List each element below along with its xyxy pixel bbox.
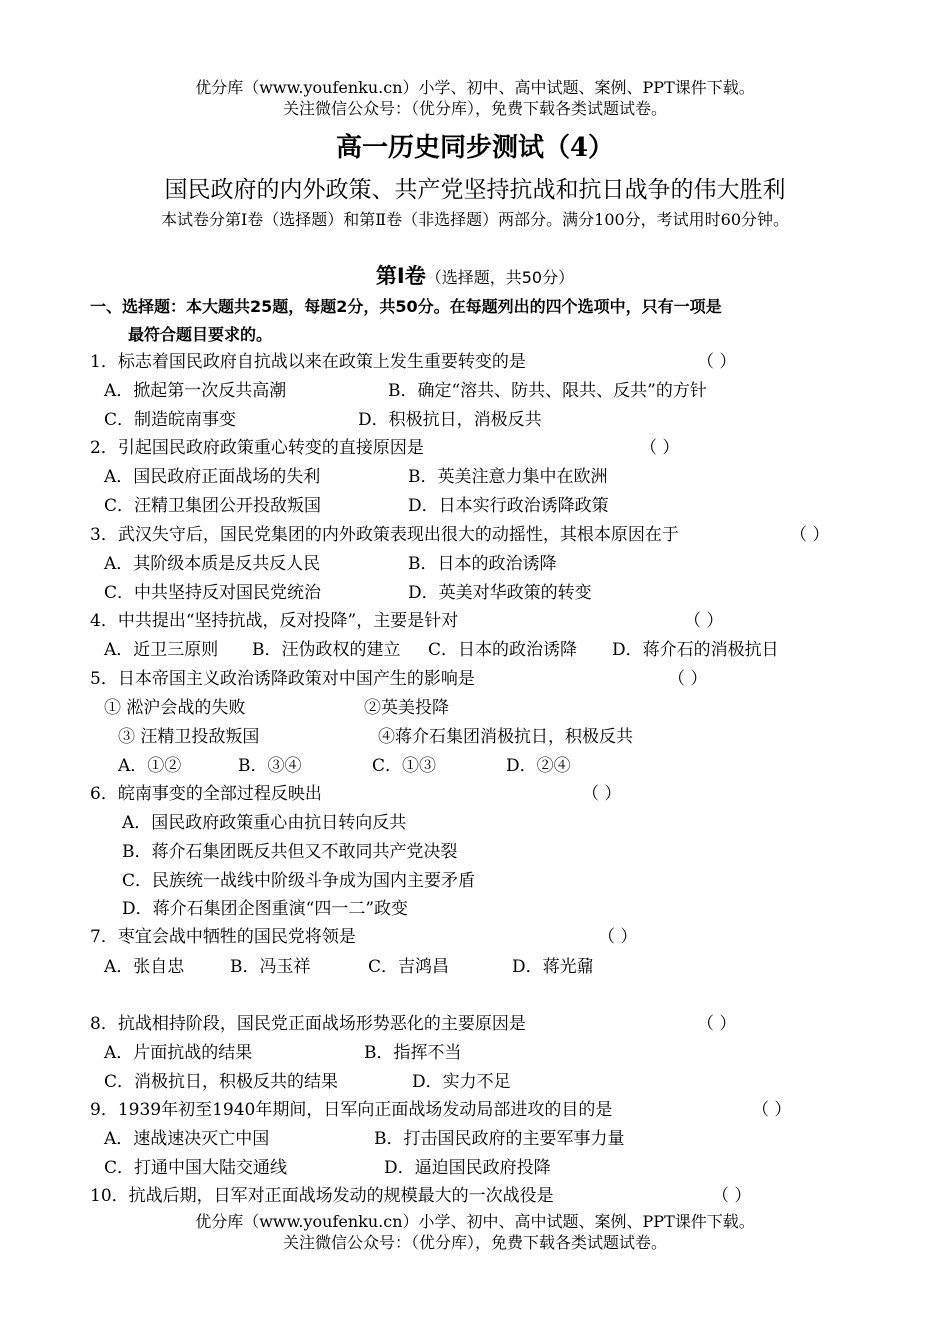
footer-line-1: 优分库（www.youfenku.cn）小学、初中、高中试题、案例、PPT课件下载。 — [195, 1212, 755, 1231]
question-2-option-d: D．日本实行政治诱降政策 — [408, 496, 609, 516]
question-6-option-a: A．国民政府政策重心由抗日转向反共 — [122, 813, 407, 833]
question-4-stem: 4．中共提出“坚持抗战，反对投降”，主要是针对 — [90, 611, 459, 631]
question-3-option-a: A．其阶级本质是反共反人民 — [104, 554, 321, 574]
page-title: 高一历史同步测试（4） — [335, 133, 615, 163]
section-name: 第Ⅰ卷 — [375, 264, 426, 288]
footer-line-2: 关注微信公众号：（优分库），免费下载各类试题试卷。 — [282, 1233, 667, 1252]
question-5-statement-1: ① 淞沪会战的失败 — [104, 698, 246, 718]
question-5-option-d: D．②④ — [506, 756, 571, 776]
question-2-option-a: A．国民政府正面战场的失利 — [104, 467, 321, 487]
question-7-option-c: C．吉鸿昌 — [368, 957, 450, 977]
question-9-option-d: D．逼迫国民政府投降 — [384, 1158, 551, 1178]
question-5-statement-2: ②英美投降 — [364, 698, 449, 718]
question-2-answer-bracket: （ ） — [640, 438, 680, 458]
question-7-option-b: B．冯玉祥 — [230, 957, 311, 977]
question-1-option-d: D．积极抗日，消极反共 — [358, 410, 542, 430]
instruction-line-1: 一、选择题：本大题共25题，每题2分，共50分。在每题列出的四个选项中，只有一项是 — [90, 297, 722, 316]
question-2-option-b: B．英美注意力集中在欧洲 — [408, 467, 608, 487]
question-3-answer-bracket: （ ） — [790, 525, 830, 545]
question-9-option-b: B．打击国民政府的主要军事力量 — [374, 1129, 625, 1149]
question-9-option-c: C．打通中国大陆交通线 — [104, 1158, 288, 1178]
question-1-option-c: C．制造皖南事变 — [104, 410, 237, 430]
question-9-stem: 9．1939年初至1940年期间，日军向正面战场发动局部进攻的目的是 — [90, 1100, 613, 1120]
question-8-option-c: C．消极抗日，积极反共的结果 — [104, 1072, 339, 1092]
question-7-option-d: D．蒋光鼐 — [512, 957, 594, 977]
question-5-statement-4: ④蒋介石集团消极抗日，积极反共 — [378, 727, 633, 747]
question-8-option-a: A．片面抗战的结果 — [104, 1043, 253, 1063]
question-8-option-d: D．实力不足 — [412, 1072, 511, 1092]
question-1-option-a: A．掀起第一次反共高潮 — [104, 381, 287, 401]
question-4-option-d: D．蒋介石的消极抗日 — [612, 640, 779, 660]
page-subtitle: 国民政府的内外政策、共产党坚持抗战和抗日战争的伟大胜利 — [164, 177, 786, 203]
question-3-option-b: B．日本的政治诱降 — [408, 554, 557, 574]
question-6-option-d: D．蒋介石集团企图重演“四一二”政变 — [122, 899, 409, 919]
question-1-option-b: B．确定“溶共、防共、限共、反共”的方针 — [388, 381, 707, 401]
question-4-option-a: A．近卫三原则 — [104, 640, 219, 660]
question-5-stem: 5．日本帝国主义政治诱降政策对中国产生的影响是 — [90, 669, 475, 689]
question-9-answer-bracket: （ ） — [752, 1100, 792, 1120]
question-5-answer-bracket: （ ） — [668, 669, 708, 689]
question-10-answer-bracket: （ ） — [712, 1186, 752, 1206]
section-heading — [0, 263, 950, 291]
question-7-option-a: A．张自忠 — [104, 957, 185, 977]
question-3-option-c: C．中共坚持反对国民党统治 — [104, 583, 322, 603]
question-3-option-d: D．英美对华政策的转变 — [408, 583, 592, 603]
question-8-option-b: B．指挥不当 — [364, 1043, 462, 1063]
question-6-option-c: C．民族统一战线中阶级斗争成为国内主要矛盾 — [122, 871, 476, 891]
question-4-option-b: B．汪伪政权的建立 — [252, 640, 401, 660]
question-5-option-c: C．①③ — [372, 756, 437, 776]
question-8-stem: 8．抗战相持阶段，国民党正面战场形势恶化的主要原因是 — [90, 1014, 526, 1034]
question-6-option-b: B．蒋介石集团既反共但又不敢同共产党决裂 — [122, 842, 458, 862]
question-2-stem: 2．引起国民政府政策重心转变的直接原因是 — [90, 438, 424, 458]
instruction-line-2: 最符合题目要求的。 — [128, 325, 273, 344]
question-1-stem: 1．标志着国民政府自抗战以来在政策上发生重要转变的是 — [90, 352, 526, 372]
question-7-stem: 7．枣宜会战中牺牲的国民党将领是 — [90, 927, 356, 947]
question-5-option-b: B．③④ — [238, 756, 302, 776]
question-4-answer-bracket: （ ） — [684, 611, 724, 631]
question-5-statement-3: ③ 汪精卫投敌叛国 — [118, 727, 260, 747]
header-line-2: 关注微信公众号：（优分库），免费下载各类试题试卷。 — [282, 99, 667, 118]
question-5-option-a: A．①② — [118, 756, 182, 776]
question-3-stem: 3．武汉失守后，国民党集团的内外政策表现出很大的动摇性，其根本原因在于 — [90, 525, 679, 545]
question-1-answer-bracket: （ ） — [697, 352, 737, 372]
question-2-option-c: C．汪精卫集团公开投敌叛国 — [104, 496, 322, 516]
question-9-option-a: A．速战速决灭亡中国 — [104, 1129, 270, 1149]
section-note: （选择题，共50分） — [425, 268, 575, 287]
question-8-answer-bracket: （ ） — [697, 1014, 737, 1034]
exam-intro: 本试卷分第Ⅰ卷（选择题）和第Ⅱ卷（非选择题）两部分。满分100分，考试用时60分钟。 — [160, 210, 790, 229]
question-6-answer-bracket: （ ） — [582, 784, 622, 804]
header-line-1: 优分库（www.youfenku.cn）小学、初中、高中试题、案例、PPT课件下载。 — [195, 78, 755, 97]
question-7-answer-bracket: （ ） — [598, 927, 638, 947]
question-6-stem: 6．皖南事变的全部过程反映出 — [90, 784, 322, 804]
question-10-stem: 10．抗战后期，日军对正面战场发动的规模最大的一次战役是 — [90, 1186, 554, 1206]
question-4-option-c: C．日本的政治诱降 — [428, 640, 578, 660]
